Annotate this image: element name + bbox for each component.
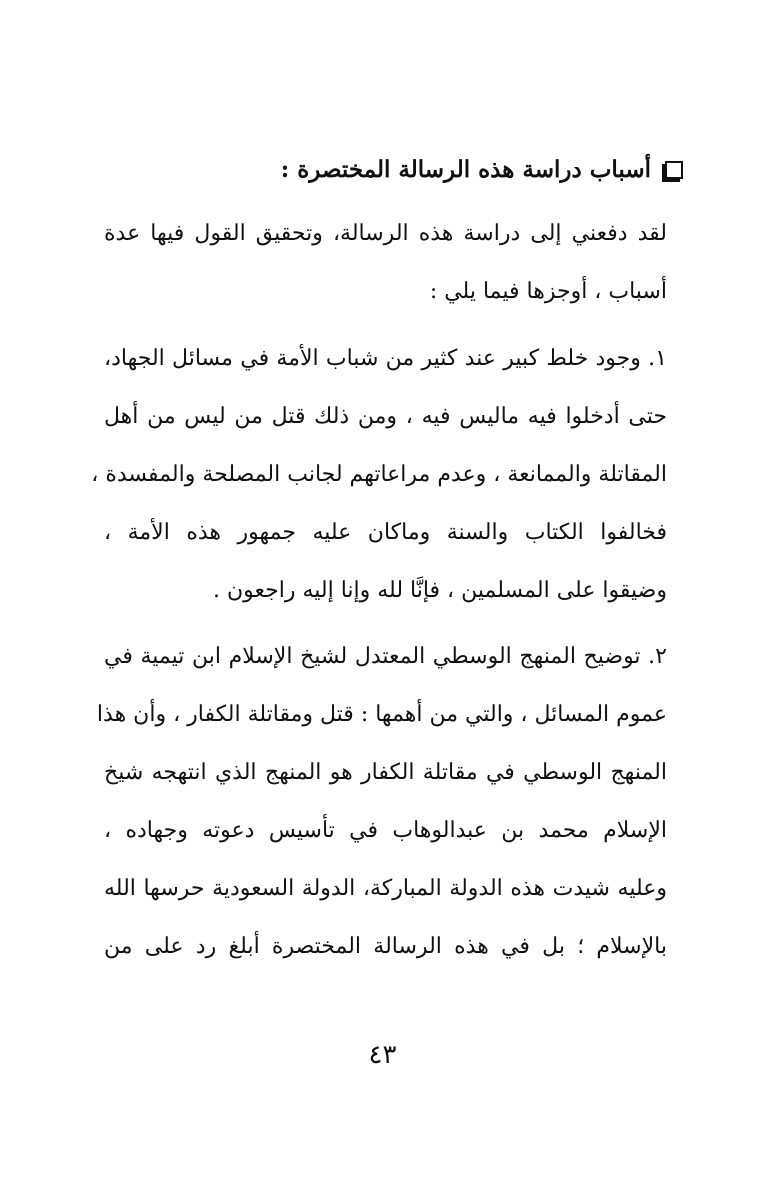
checkbox-bullet-icon [665, 161, 683, 179]
item-1-line-1: ١. وجود خلط كبير عند كثير من شباب الأمة في مسائل الجهاد، [104, 346, 667, 371]
item-2-line-5: وعليه شيدت هذه الدولة المباركة، الدولة السعودية حرسها الله [104, 876, 667, 901]
intro-paragraph [104, 205, 667, 321]
section-heading-text: أسباب دراسة هذه الرسالة المختصرة : [280, 156, 651, 183]
intro-line-2: أسباب ، أوجزها فيما يلي : [429, 279, 667, 304]
intro-line-1: لقد دفعني إلى دراسة هذه الرسالة، وتحقيق القول فيها عدة [104, 221, 667, 246]
item-2-line-2: عموم المسائل ، والتي من أهمها : قتل ومقاتلة الكفار ، وأن هذا [96, 702, 667, 727]
item-2-line-6: بالإسلام ؛ بل في هذه الرسالة المختصرة أبلغ رد على من [104, 934, 667, 959]
item-1-line-3: المقاتلة والممانعة ، وعدم مراعاتهم لجانب المصلحة والمفسدة ، [91, 462, 667, 487]
item-2-line-3: المنهج الوسطي في مقاتلة الكفار هو المنهج الذي انتهجه شيخ [104, 760, 667, 785]
section-heading [90, 152, 683, 188]
list-item-1 [91, 330, 667, 620]
item-1-line-2: حتى أدخلوا فيه ماليس فيه ، ومن ذلك قتل من ليس من أهل [104, 404, 667, 429]
page-number: ٤٣ [368, 1040, 397, 1070]
item-2-line-4: الإسلام محمد بن عبدالوهاب في تأسيس دعوته وجهاده ، [104, 818, 667, 843]
list-item-2 [96, 628, 667, 976]
item-1-line-5: وضيقوا على المسلمين ، فإنَّا لله وإنا إليه راجعون . [213, 578, 667, 603]
item-1-line-4: فخالفوا الكتاب والسنة وماكان عليه جمهور هذه الأمة ، [104, 520, 667, 545]
item-2-line-1: ٢. توضيح المنهج الوسطي المعتدل لشيخ الإسلام ابن تيمية في [104, 644, 667, 669]
